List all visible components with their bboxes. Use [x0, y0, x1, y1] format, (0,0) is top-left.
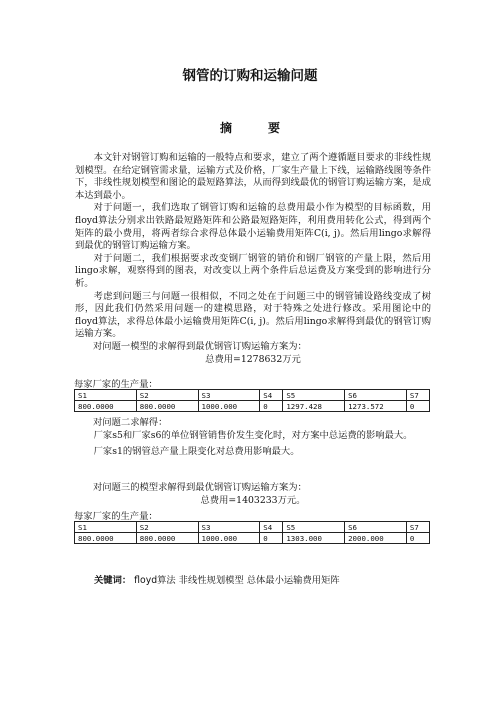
q2-result-label: 对问题二求解得： [93, 417, 168, 428]
table-header-cell: S6 [345, 390, 407, 401]
table-cell: 800.0000 [136, 401, 198, 412]
keywords-line [94, 572, 340, 586]
table-cell: 0 [406, 401, 429, 412]
q2-result-line-1: 厂家s5和厂家s6的单位钢管销售价发生变化时，对方案中总运费的影响最大。 [93, 429, 413, 441]
table-header-cell: S4 [260, 522, 283, 533]
table-row [75, 533, 430, 544]
paper-title: 钢管的订购和运输问题 [182, 68, 318, 84]
table-cell: 1000.000 [198, 401, 260, 412]
q1-total-cost: 总费用=1278632万元 [205, 353, 301, 365]
table-header-cell: S1 [75, 522, 137, 533]
q3-total-cost: 总费用=1403233万元。 [200, 494, 306, 506]
table-header-row [75, 390, 430, 401]
q3-production-label: 每家厂家的生产量： [74, 511, 158, 522]
table-row [75, 401, 430, 412]
table-cell: 800.0000 [75, 533, 137, 544]
table-cell: 0 [260, 533, 283, 544]
table-cell: 2000.000 [345, 533, 407, 544]
abstract-heading: 摘要 [219, 121, 316, 135]
problem-three-results [75, 482, 431, 507]
table-cell: 0 [260, 401, 283, 412]
table-header-row [75, 522, 430, 533]
table-cell: 800.0000 [136, 533, 198, 544]
q1-production-table [74, 389, 430, 412]
table-header-cell: S1 [75, 390, 137, 401]
q2-result-line-2: 厂家s1的钢管总产量上限变化对总费用影响最大。 [93, 446, 300, 458]
paragraph-intro: 本文针对钢管订购和运输的一般特点和要求，建立了两个遵循题目要求的非线性规划模型。在给定钢管需求量，运输方式及价格，厂家生产量上下线，运输路线图等条件下，非线性规划模型和图论的最短路算法，从而得到线最优的钢管订购运输方案，是成本达到最小。 [75, 152, 431, 201]
table-cell: 0 [406, 533, 429, 544]
table-header-cell: S4 [260, 390, 283, 401]
table-header-cell: S5 [283, 522, 345, 533]
table-header-cell: S2 [136, 522, 198, 533]
paragraph-problem-two: 对于问题二，我们根据要求改变钢厂钢管的销价和钢厂钢管的产量上限，然后用lingo求解，观察得到的图表，对改变以上两个条件后总运费及方案受到的影响进行分析。 [75, 252, 431, 289]
table-header-cell: S2 [136, 390, 198, 401]
table-cell: 1297.428 [283, 401, 345, 412]
q1-result-label: 对问题一模型的求解得到最优钢管订购运输方案为： [93, 340, 307, 352]
paragraph-problem-one: 对于问题一，我们选取了钢管订购和运输的总费用最小作为模型的目标函数，用floyd算法分别求出铁路最短路矩阵和公路最短路矩阵，利用费用转化公式，得到两个矩阵的最小费用，将两者综合求得总体最小运输费用矩阵C(i, j)。然后用lingo求解得到最优的钢管订购运输方案。 [75, 202, 431, 252]
paragraph-problem-three: 考虑到问题三与问题一很相似，不同之处在于问题三中的钢管铺设路线变成了树形，因此我们仍然采用问题一的建模思路，对于特殊之处进行修改。采用图论中的floyd算法，求得总体最小运输费用矩阵C(i, j)。然后用lingo求解得到最优的钢管订购运输方案。 [75, 290, 431, 340]
table-header-cell: S6 [345, 522, 407, 533]
table-header-cell: S3 [198, 522, 260, 533]
table-cell: 1303.000 [283, 533, 345, 544]
keywords-list: floyd算法 非线性规划模型 总体最小运输费用矩阵 [134, 575, 340, 586]
q1-production-label: 每家厂家的生产量： [74, 379, 158, 390]
keywords-label: 关键词： [94, 575, 132, 586]
abstract-body [75, 152, 431, 366]
problem-two-results [75, 417, 431, 459]
table-header-cell: S3 [198, 390, 260, 401]
table-cell: 1000.000 [198, 533, 260, 544]
q3-production-table [74, 521, 430, 544]
table-cell: 800.0000 [75, 401, 137, 412]
table-header-cell: S5 [283, 390, 345, 401]
table-cell: 1273.572 [345, 401, 407, 412]
table-header-cell: S7 [406, 522, 429, 533]
table-header-cell: S7 [406, 390, 429, 401]
q3-result-label: 对问题三的模型求解得到最优钢管订购运输方案为： [93, 482, 307, 493]
